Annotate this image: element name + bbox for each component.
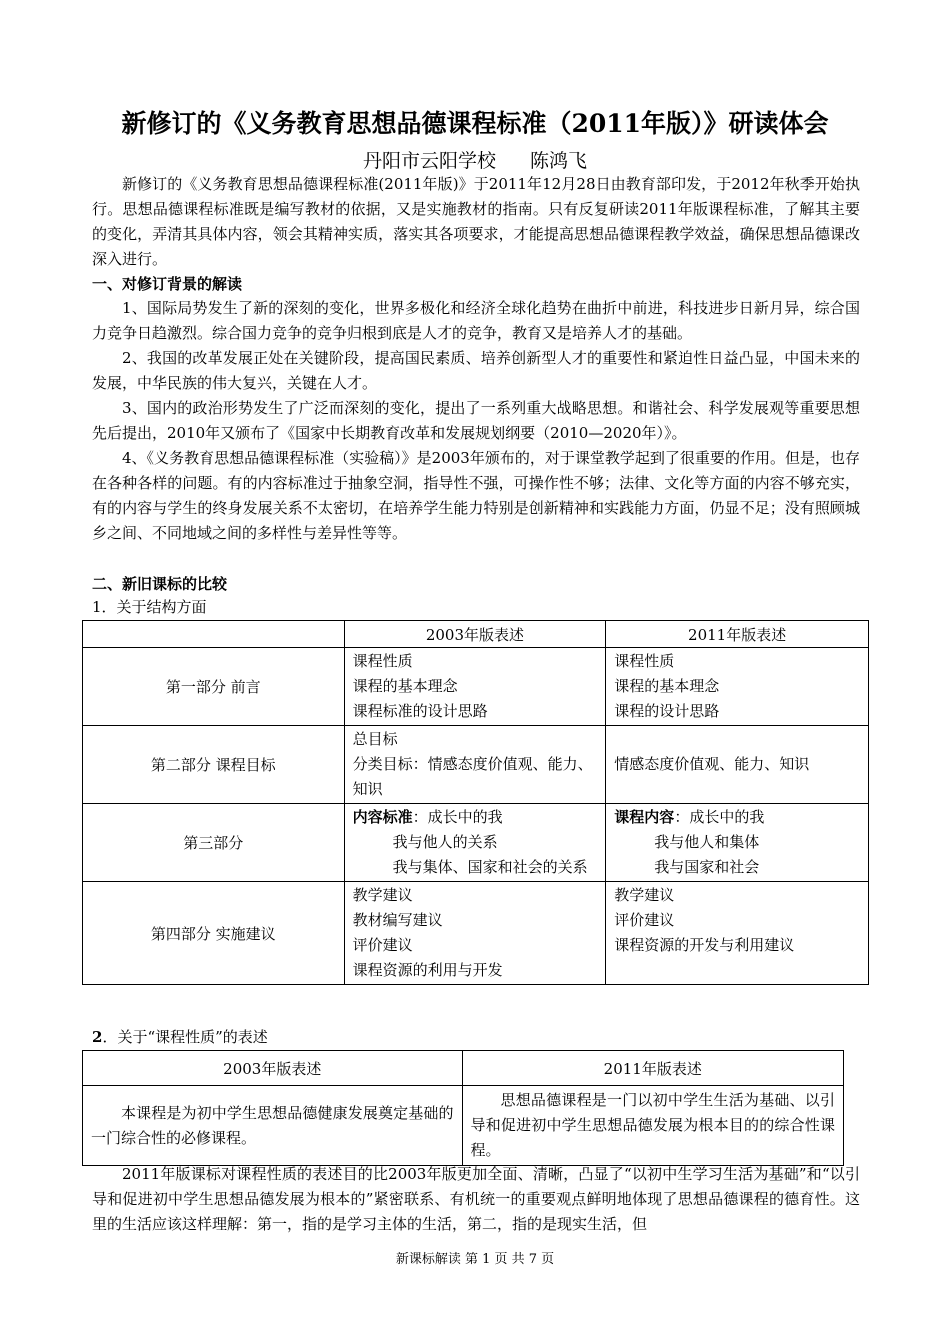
- table-row: [83, 648, 869, 726]
- author-line: [0, 146, 950, 173]
- cell-line: 我与他人的关系: [392, 833, 498, 851]
- cell-line: 课程资源的利用与开发: [352, 961, 503, 979]
- cell-line: 课程的设计思路: [614, 702, 720, 720]
- table-row: [83, 882, 869, 985]
- section1-paragraph-4: 4、《义务教育思想品德课程标准（实验稿）》是2003年颁布的，对于课堂教学起到了很重要的作用。但是，也存在各种各样的问题。有的内容标准过于抽象空洞，指导性不强，可操作性不够；法律、文化等方面的内容不够充实，有的内容与学生的终身发展关系不太密切，在培养学生能力特别是创新精神和实践能力方面，仍显不足；没有照顾城乡之间、不同地域之间的多样性与差异性等等。: [92, 449, 860, 542]
- subheading-text: ．关于“课程性质”的表述: [102, 1028, 268, 1046]
- cell-line: 情感态度价值观、能力、知识: [614, 755, 810, 773]
- row-label-part1: 第一部分 前言: [83, 648, 345, 726]
- bold-term: 课程内容: [614, 808, 675, 826]
- cell-line: 教学建议: [614, 886, 675, 904]
- subheading-number: 2: [92, 1028, 103, 1046]
- cell-2003-part3: [344, 804, 606, 882]
- header-cell-blank: [83, 621, 345, 648]
- section1-heading: 一、对修订背景的解读: [92, 275, 243, 293]
- cell-2011-part1: [606, 648, 869, 726]
- section1-paragraph-1: 1、国际局势发生了新的深刻的变化，世界多极化和经济全球化趋势在曲折中前进，科技进步日新月异，综合国力竞争日趋激烈。综合国力竞争的竞争归根到底是人才的竞争，教育又是培养人才的基础。: [92, 299, 860, 342]
- cell-line: 课程标准的设计思路: [352, 702, 488, 720]
- closing-paragraph: 2011年版课标对课程性质的表述目的比2003年版更加全面、清晰，凸显了“以初中生学习生活为基础”和“以引导和促进初中学生思想品德发展为根本的”紧密联系、有机统一的重要观点鲜明地体现了思想品德课程的德育性。这里的生活应该这样理解：第一，指的是学习主体的生活，第二，指的是现实生活，但: [92, 1165, 860, 1233]
- cell-2011-part2: [606, 726, 869, 804]
- cell-line: 教学建议: [352, 886, 413, 904]
- section1-paragraph-3: 3、国内的政治形势发生了广泛而深刻的变化，提出了一系列重大战略思想。和谐社会、科学发展观等重要思想先后提出，2010年又颁布了《国家中长期教育改革和发展规划纲要（2010—2020年）》。: [92, 399, 860, 442]
- cell-line: 我与集体、国家和社会的关系: [392, 858, 588, 876]
- intro-paragraph: 新修订的《义务教育思想品德课程标准(2011年版)》于2011年12月28日由教育部印发，于2012年秋季开始执行。思想品德课程标准既是编写教材的依据，又是实施教材的指南。只有反复研读2011年版课程标准，了解其主要的变化，弄清其具体内容，领会其精神实质，落实其各项要求，才能提高思想品德课程教学效益，确保思想品德课改深入进行。: [92, 175, 860, 268]
- table-row: [83, 726, 869, 804]
- nature-comparison-table: [82, 1050, 844, 1166]
- table-header-row: [83, 621, 869, 648]
- table-row: [83, 804, 869, 882]
- subheading-structure: 1．关于结构方面: [92, 598, 207, 616]
- header-cell-2011: 2011年版表述: [606, 621, 869, 648]
- cell-2003-part1: [344, 648, 606, 726]
- header-cell-2011: 2011年版表述: [462, 1051, 844, 1086]
- cell-2011-part4: [606, 882, 869, 985]
- row-label-part4: 第四部分 实施建议: [83, 882, 345, 985]
- cell-line: 课程性质: [614, 652, 675, 670]
- cell-line: 我与国家和社会: [654, 858, 760, 876]
- cell-text: ：成长中的我: [412, 808, 503, 826]
- cell-2011-part3: [606, 804, 869, 882]
- cell-line: 评价建议: [614, 911, 675, 929]
- cell-line: 我与他人和集体: [654, 833, 760, 851]
- cell-line: 课程的基本理念: [614, 677, 720, 695]
- author-name: 陈鸿飞: [530, 150, 588, 172]
- cell-2003-nature: 本课程是为初中学生思想品德健康发展奠定基础的一门综合性的必修课程。: [83, 1086, 463, 1166]
- cell-line: [353, 805, 598, 830]
- cell-line: 评价建议: [352, 936, 413, 954]
- cell-line: 课程性质: [352, 652, 413, 670]
- page-footer: 新课标解读 第 1 页 共 7 页: [395, 1252, 555, 1267]
- cell-line: 总目标: [352, 730, 398, 748]
- row-label-part2: 第二部分 课程目标: [83, 726, 345, 804]
- cell-line: [614, 805, 860, 830]
- cell-2003-part4: [344, 882, 606, 985]
- section1-body: [92, 296, 860, 546]
- cell-2011-nature: 思想品德课程是一门以初中学生生活为基础、以引导和促进初中学生思想品德发展为根本目的的综合性课程。: [462, 1086, 844, 1166]
- cell-text: ：成长中的我: [674, 808, 765, 826]
- cell-line: 课程的基本理念: [352, 677, 458, 695]
- closing-block: [92, 1162, 860, 1237]
- table-header-row: [83, 1051, 844, 1086]
- cell-line: 课程资源的开发与利用建议: [614, 936, 795, 954]
- bold-term: 内容标准: [352, 808, 413, 826]
- author-school: 丹阳市云阳学校: [362, 150, 496, 172]
- section2-heading: 二、新旧课标的比较: [92, 575, 228, 593]
- subheading-nature: [92, 1026, 268, 1047]
- header-cell-2003: 2003年版表述: [83, 1051, 463, 1086]
- document-title: 新修订的《义务教育思想品德课程标准（2011年版）》研读体会: [121, 109, 829, 138]
- table-row: [83, 1086, 844, 1166]
- cell-line: 分类目标：情感态度价值观、能力、知识: [352, 755, 593, 798]
- row-label-part3: 第三部分: [83, 804, 345, 882]
- cell-2003-part2: [344, 726, 606, 804]
- header-cell-2003: 2003年版表述: [344, 621, 606, 648]
- cell-line: 教材编写建议: [352, 911, 443, 929]
- section1-paragraph-2: 2、我国的改革发展正处在关键阶段，提高国民素质、培养创新型人才的重要性和紧迫性日益凸显，中国未来的发展，中华民族的伟大复兴，关键在人才。: [92, 349, 860, 392]
- structure-comparison-table: [82, 620, 869, 985]
- intro-block: [92, 172, 860, 272]
